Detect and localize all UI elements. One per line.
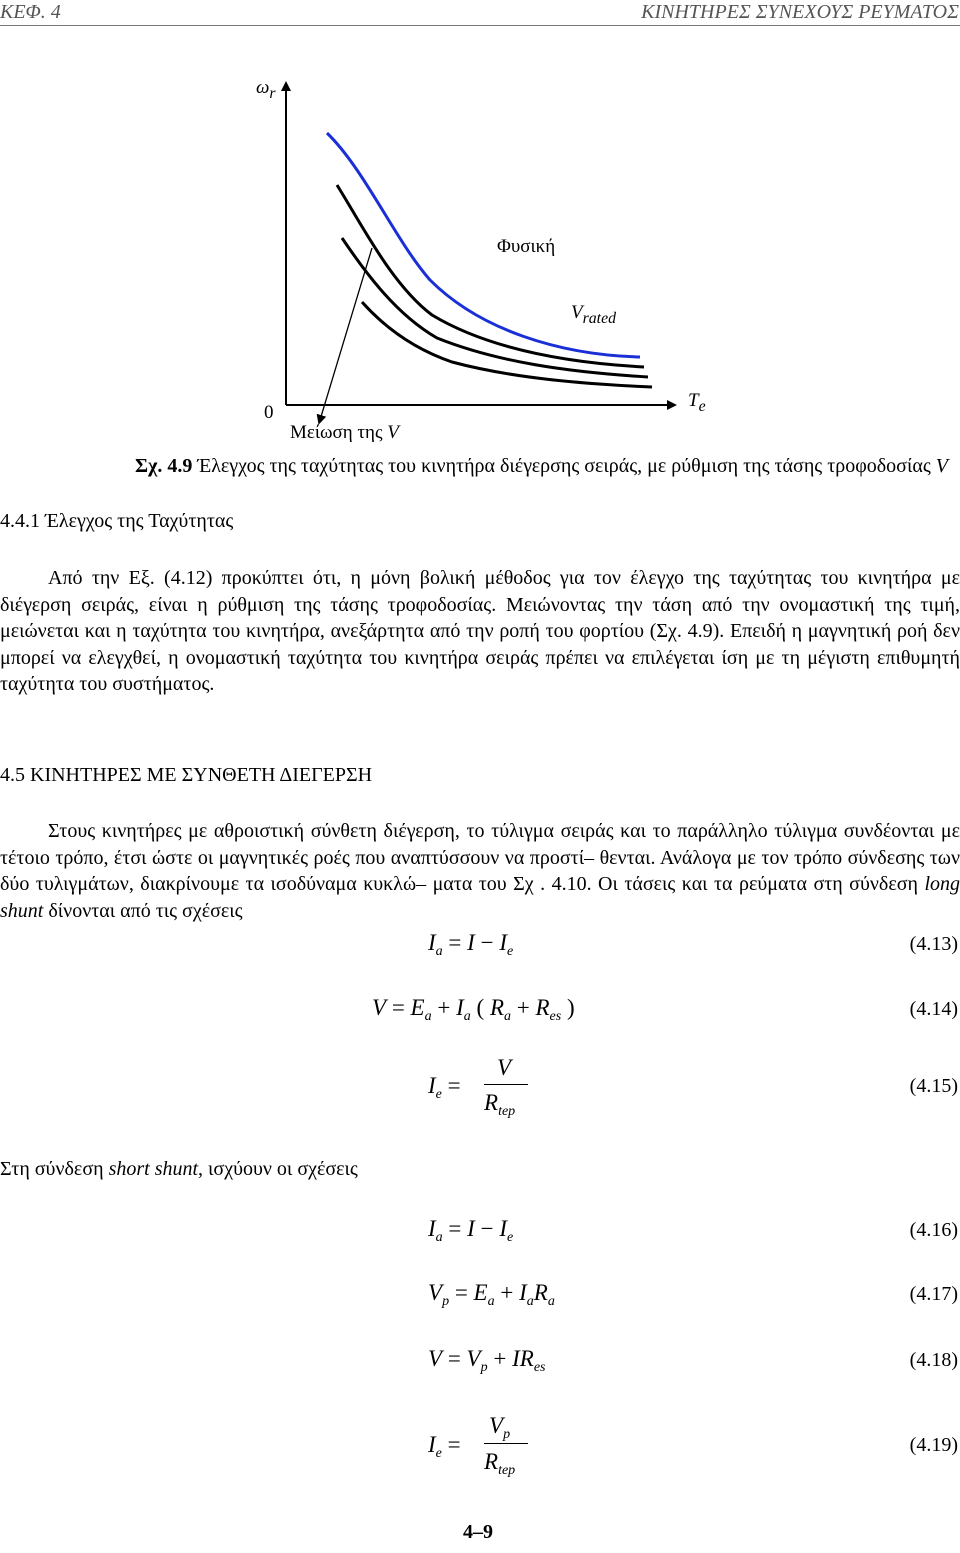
equation-number-4-13: (4.13) [909, 933, 958, 955]
fraction-bar-4-19 [484, 1443, 528, 1444]
equation-4-19-numerator: $V_p$ [489, 1413, 511, 1442]
equation-number-4-16: (4.16) [909, 1219, 958, 1241]
equation-4-13: $I_a = I - I_e$ [428, 930, 514, 959]
y-axis-label: $\omega_r$ [256, 77, 276, 102]
header-title: ΚΙΝΗΤΗΡΕΣ ΣΥΝΕΧΟΥΣ ΡΕΥΜΑΤΟΣ [641, 1, 959, 23]
equation-4-15-lhs: $I_e$ = [428, 1073, 461, 1102]
equation-4-15-denominator: $R_{tep}$ [484, 1090, 516, 1119]
page-number: 4–9 [463, 1521, 493, 1543]
equation-4-15-numerator: V [497, 1055, 512, 1080]
section-heading-4-5: 4.5 ΚΙΝΗΤΗΡΕΣ ΜΕ ΣΥΝΘΕΤΗ ΔΙΕΓΕΡΣΗ [0, 764, 373, 786]
fraction-bar-4-15 [484, 1084, 528, 1085]
decrease-label: Μείωση της V [290, 422, 399, 443]
header-chapter: ΚΕΦ. 4 [0, 1, 61, 23]
equation-4-14: $V = E_a + I_a$ ( $R_a + R_{es}$ ) [372, 995, 575, 1024]
equation-number-4-15: (4.15) [909, 1075, 958, 1097]
figure-caption: Σχ. 4.9 Έλεγχος της ταχύτητας του κινητήρα διέγερσης σειράς, με ρύθμιση της τάσης τροφοδοσίας V [135, 455, 948, 477]
section-heading-4-4-1: 4.4.1 Έλεγχος της Ταχύτητας [0, 510, 234, 532]
equation-number-4-14: (4.14) [909, 998, 958, 1020]
equation-4-16: $I_a = I - I_e$ [428, 1216, 514, 1245]
equation-4-19-denominator: $R_{tep}$ [484, 1449, 516, 1478]
speed-torque-figure [0, 0, 960, 460]
origin-label: 0 [264, 402, 274, 423]
equation-number-4-17: (4.17) [909, 1283, 958, 1305]
short-shunt-intro: Στη σύνδεση short shunt, ισχύουν οι σχέσεις [0, 1158, 358, 1180]
decrease-arrow [320, 248, 372, 420]
paragraph-speed-control: Από την Εξ. (4.12) προκύπτει ότι, η μόνη βολική μέθοδος για τον έλεγχο της ταχύτητας του κινητήρα με διέγερση σειράς, είναι η ρύθμιση της τάσης τροφοδοσίας. Μειώνοντας την τάση από την ονομαστική της τιμή, μειώνεται και η ταχύτητα του κινητήρα, ανεξάρτητα από την ροπή του φορτίου (Σχ. 4.9). Επειδή η μαγνητική ροή δεν μπορεί να ελεγχθεί, η ονομαστική ταχύτητα του κινητήρα σειράς πρέπει να επιλέγεται ίση με τη μέγιστη επιθυμητή ταχύτητα του συστήματος. [0, 567, 960, 696]
equation-number-4-18: (4.18) [909, 1349, 958, 1371]
equation-number-4-19: (4.19) [909, 1434, 958, 1456]
equation-4-19-lhs: $I_e$ = [428, 1432, 461, 1461]
equation-4-17: $V_p = E_a + I_aR_a$ [428, 1280, 555, 1309]
equation-4-18: $V = V_p + IR_{es}$ [428, 1346, 546, 1375]
paragraph-compound: Στους κινητήρες με αθροιστική σύνθετη διέγερση, το τύλιγμα σειράς και το παράλληλο τύλιγμα συνδέονται με τέτοιο τρόπο, έτσι ώστε οι μαγνητικές ροές που αναπτύσσουν να προστί– θενται. Ανάλογα με τον τρόπο σύνδεσης των δύο τυλιγμάτων, διακρίνουμε τα ισοδύναμα κυκλώ– ματα του Σχ . 4.10. Οι τάσεις και τα ρεύματα στη σύνδεση long shunt δίνονται από τις σχέσεις [0, 820, 960, 922]
rated-label: $V_{rated}$ [571, 302, 617, 327]
natural-label: Φυσική [497, 236, 556, 257]
x-axis-label: $T_e$ [688, 390, 706, 415]
